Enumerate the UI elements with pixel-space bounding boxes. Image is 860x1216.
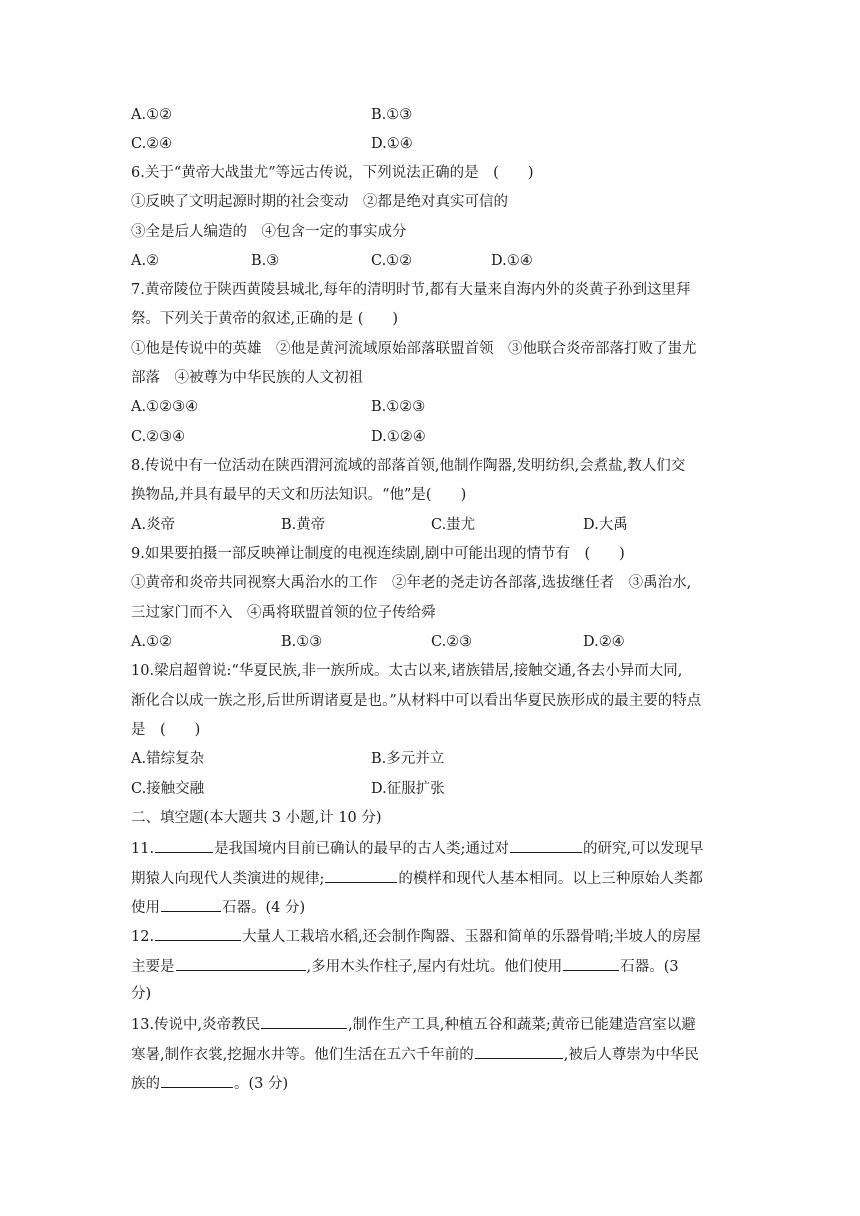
q12-blank-1[interactable] xyxy=(155,925,241,941)
q12-blank-3[interactable] xyxy=(563,955,619,971)
q12-text-3: ,多用木头作柱子,屋内有灶坑。他们使用 xyxy=(306,959,563,975)
q12-line-1 xyxy=(131,925,741,947)
q9-option-c: C.②③ xyxy=(431,634,473,650)
q10-option-a: A.错综复杂 xyxy=(131,751,205,767)
q12-blank-2[interactable] xyxy=(176,955,306,971)
q11-line-2 xyxy=(131,867,741,889)
q13-text-3: 寒暑,制作衣裳,挖掘水井等。他们生活在五六千年前的 xyxy=(131,1047,474,1063)
q6-option-a: A.② xyxy=(131,253,160,269)
q13-blank-3[interactable] xyxy=(161,1072,233,1088)
q10-option-b: B.多元并立 xyxy=(371,751,445,767)
q11-text-6: 石器。(4 分) xyxy=(222,900,306,916)
q11-blank-4[interactable] xyxy=(161,896,221,912)
q13-text-2: ,制作生产工具,种植五谷和蔬菜;黄帝已能建造宫室以避 xyxy=(348,1017,696,1033)
q9-option-b: B.①③ xyxy=(281,634,323,650)
q12-text-4: 石器。(3 xyxy=(620,959,679,975)
q9-option-a: A.①② xyxy=(131,634,173,650)
q11-blank-2[interactable] xyxy=(510,837,582,853)
q8-stem-line-2: 换物品,并具有最早的天文和历法知识。“他”是( ) xyxy=(131,487,467,503)
q11-blank-1[interactable] xyxy=(155,837,213,853)
q13-line-1 xyxy=(131,1013,741,1035)
q11-text-1: 是我国境内目前已确认的最早的古人类;通过对 xyxy=(214,841,509,857)
q9-statement-1: ①黄帝和炎帝共同视察大禹治水的工作 ②年老的尧走访各部落,选拔继任者 ③禹治水, xyxy=(131,575,692,591)
q12-line-3: 分) xyxy=(131,986,152,1002)
q7-stem-line-1: 7.黄帝陵位于陕西黄陵县城北,每年的清明时节,都有大量来自海内外的炎黄子孙到这里拜 xyxy=(131,282,691,298)
q9-option-d: D.②④ xyxy=(583,634,625,650)
q13-line-2 xyxy=(131,1043,741,1065)
q13-blank-1[interactable] xyxy=(261,1013,347,1029)
q10-option-c: C.接触交融 xyxy=(131,781,205,797)
q6-option-c: C.①② xyxy=(371,253,413,269)
q13-text-4: ,被后人尊崇为中华民 xyxy=(563,1047,699,1063)
q8-option-b: B.黄帝 xyxy=(281,517,326,533)
q10-option-d: D.征服扩张 xyxy=(371,781,445,797)
q10-stem-line-2: 渐化合以成一族之形,后世所谓诸夏是也。”从材料中可以看出华夏民族形成的最主要的特点 xyxy=(131,693,702,709)
q12-line-2 xyxy=(131,955,741,977)
q12-text-2: 主要是 xyxy=(131,959,175,975)
q6-stem: 6.关于“黄帝大战蚩尤”等远古传说，下列说法正确的是 ( ) xyxy=(131,165,534,181)
q11-line-3 xyxy=(131,896,741,918)
q11-text-5: 使用 xyxy=(131,900,160,916)
q11-line-1 xyxy=(131,837,741,859)
q13-blank-2[interactable] xyxy=(475,1043,563,1059)
q13-line-3 xyxy=(131,1072,741,1094)
q6-option-b: B.③ xyxy=(251,253,280,269)
q7-option-a: A.①②③④ xyxy=(131,399,199,415)
q13-text-5: 族的 xyxy=(131,1076,160,1092)
q11-text-4: 的模样和现代人基本相同。以上三种原始人类都 xyxy=(398,871,703,887)
q7-option-d: D.①②④ xyxy=(371,429,426,445)
q8-stem-line-1: 8.传说中有一位活动在陕西渭河流域的部落首领,他制作陶器,发明纺织,会煮盐,教人们交 xyxy=(131,458,686,474)
q10-stem-line-3: 是 ( ) xyxy=(131,722,201,738)
q13-text-1: 13.传说中,炎帝教民 xyxy=(131,1017,261,1033)
q12-text-1: 大量人工栽培水稻,还会制作陶器、玉器和简单的乐器骨哨;半坡人的房屋 xyxy=(242,929,702,945)
q11-number: 11. xyxy=(131,841,155,857)
q8-option-a: A.炎帝 xyxy=(131,517,176,533)
q10-stem-line-1: 10.梁启超曾说:“华夏民族,非一族所成。太古以来,诸族错居,接触交通,各去小异而大同, xyxy=(131,663,683,679)
section-2-heading: 二、填空题(本大题共 3 小题,计 10 分) xyxy=(131,810,382,826)
q5-option-c: C.②④ xyxy=(131,136,173,152)
q11-text-3: 期猿人向现代人类演进的规律; xyxy=(131,871,325,887)
q7-stem-line-2: 祭。下列关于黄帝的叙述,正确的是 ( ) xyxy=(131,311,399,327)
q7-option-c: C.②③④ xyxy=(131,429,186,445)
q9-stem: 9.如果要拍摄一部反映禅让制度的电视连续剧,剧中可能出现的情节有 ( ) xyxy=(131,546,625,562)
q11-text-2: 的研究,可以发现早 xyxy=(582,841,704,857)
q8-option-d: D.大禹 xyxy=(583,517,628,533)
q7-option-b: B.①②③ xyxy=(371,399,426,415)
q7-statement-2: 部落 ④被尊为中华民族的人文初祖 xyxy=(131,370,363,386)
q5-option-a: A.①② xyxy=(131,107,173,123)
q7-statement-1: ①他是传说中的英雄 ②他是黄河流域原始部落联盟首领 ③他联合炎帝部落打败了蚩尤 xyxy=(131,341,697,357)
q6-statement-2: ③全是后人编造的 ④包含一定的事实成分 xyxy=(131,224,407,240)
q5-option-b: B.①③ xyxy=(371,107,413,123)
q6-statement-1: ①反映了文明起源时期的社会变动 ②都是绝对真实可信的 xyxy=(131,194,508,210)
q11-blank-3[interactable] xyxy=(325,867,397,883)
q12-number: 12. xyxy=(131,929,155,945)
q9-statement-2: 三过家门而不入 ④禹将联盟首领的位子传给舜 xyxy=(131,605,436,621)
q6-option-d: D.①④ xyxy=(491,253,533,269)
q13-text-6: 。(3 分) xyxy=(234,1076,289,1092)
q8-option-c: C.蚩尤 xyxy=(431,517,476,533)
q5-option-d: D.①④ xyxy=(371,136,413,152)
